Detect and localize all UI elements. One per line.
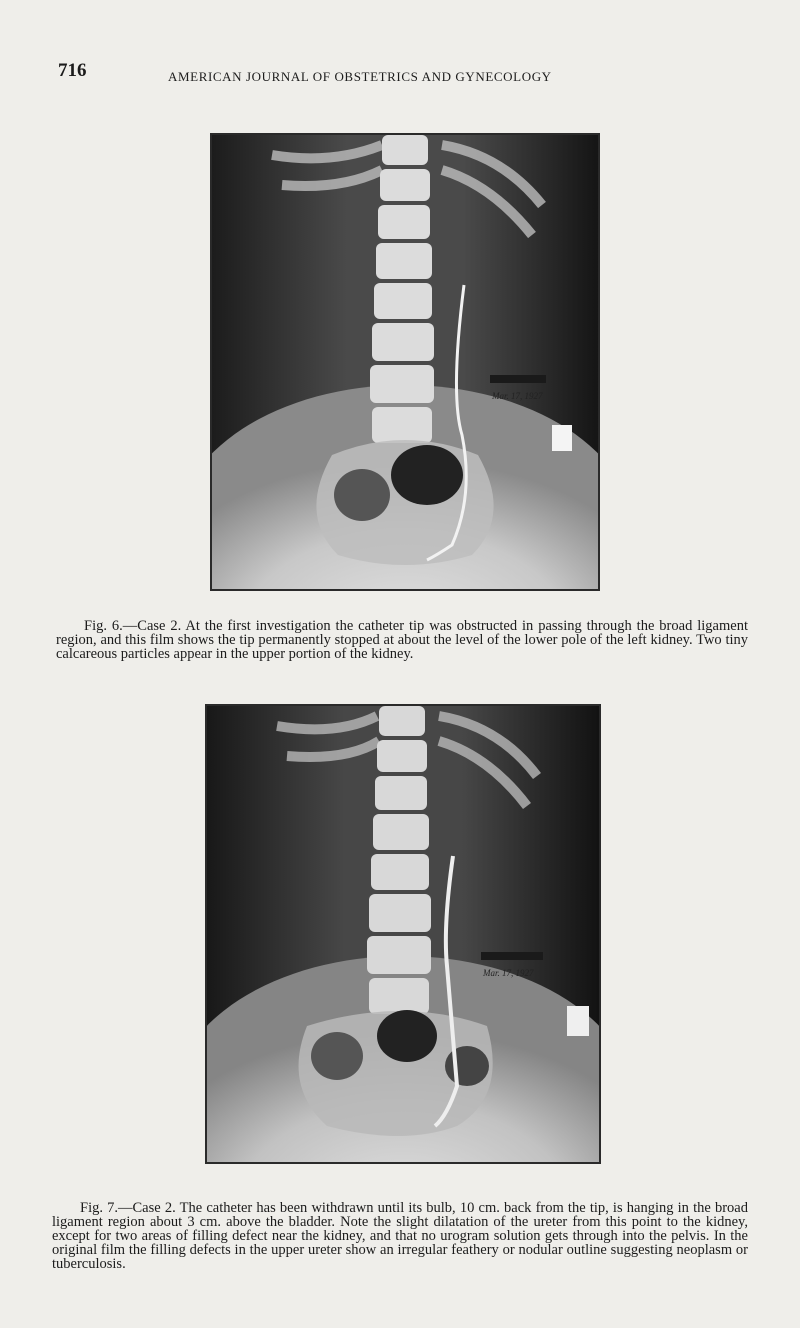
- figure-7-xray: [205, 704, 601, 1164]
- page-number: 716: [58, 60, 87, 81]
- figure-6-xray: [210, 133, 600, 591]
- xray-image-7: [207, 706, 599, 1162]
- figure-7-caption: Fig. 7.—Case 2. The catheter has been withdrawn until its bulb, 10 cm. back from the tip, is hanging in the broad ligament region about 3 cm. above the bladder. Note the slight dilatation of the ureter from this point to the kidney, except for two areas of filling defect near the kidney, and that no urogram solution gets through into the pelvis. In the original film the filling defects in the upper ureter show an irregular feathery or nodular outline suggesting neoplasm or tuberculosis.: [52, 1199, 748, 1272]
- running-head: AMERICAN JOURNAL OF OBSTETRICS AND GYNECOLOGY: [168, 69, 552, 84]
- figure-6-caption: Fig. 6.—Case 2. At the first investigation the catheter tip was obstructed in passing through the broad ligament region, and this film shows the tip permanently stopped at about the level of the lower pole of the left kidney. Two tiny calcareous particles appear in the upper portion of the kidney.: [56, 617, 748, 662]
- xray-image-6: [212, 135, 598, 589]
- film-annotation-6: Mar. 17, 1927: [492, 391, 543, 401]
- film-annotation-7: Mar. 17, 1927: [483, 968, 534, 978]
